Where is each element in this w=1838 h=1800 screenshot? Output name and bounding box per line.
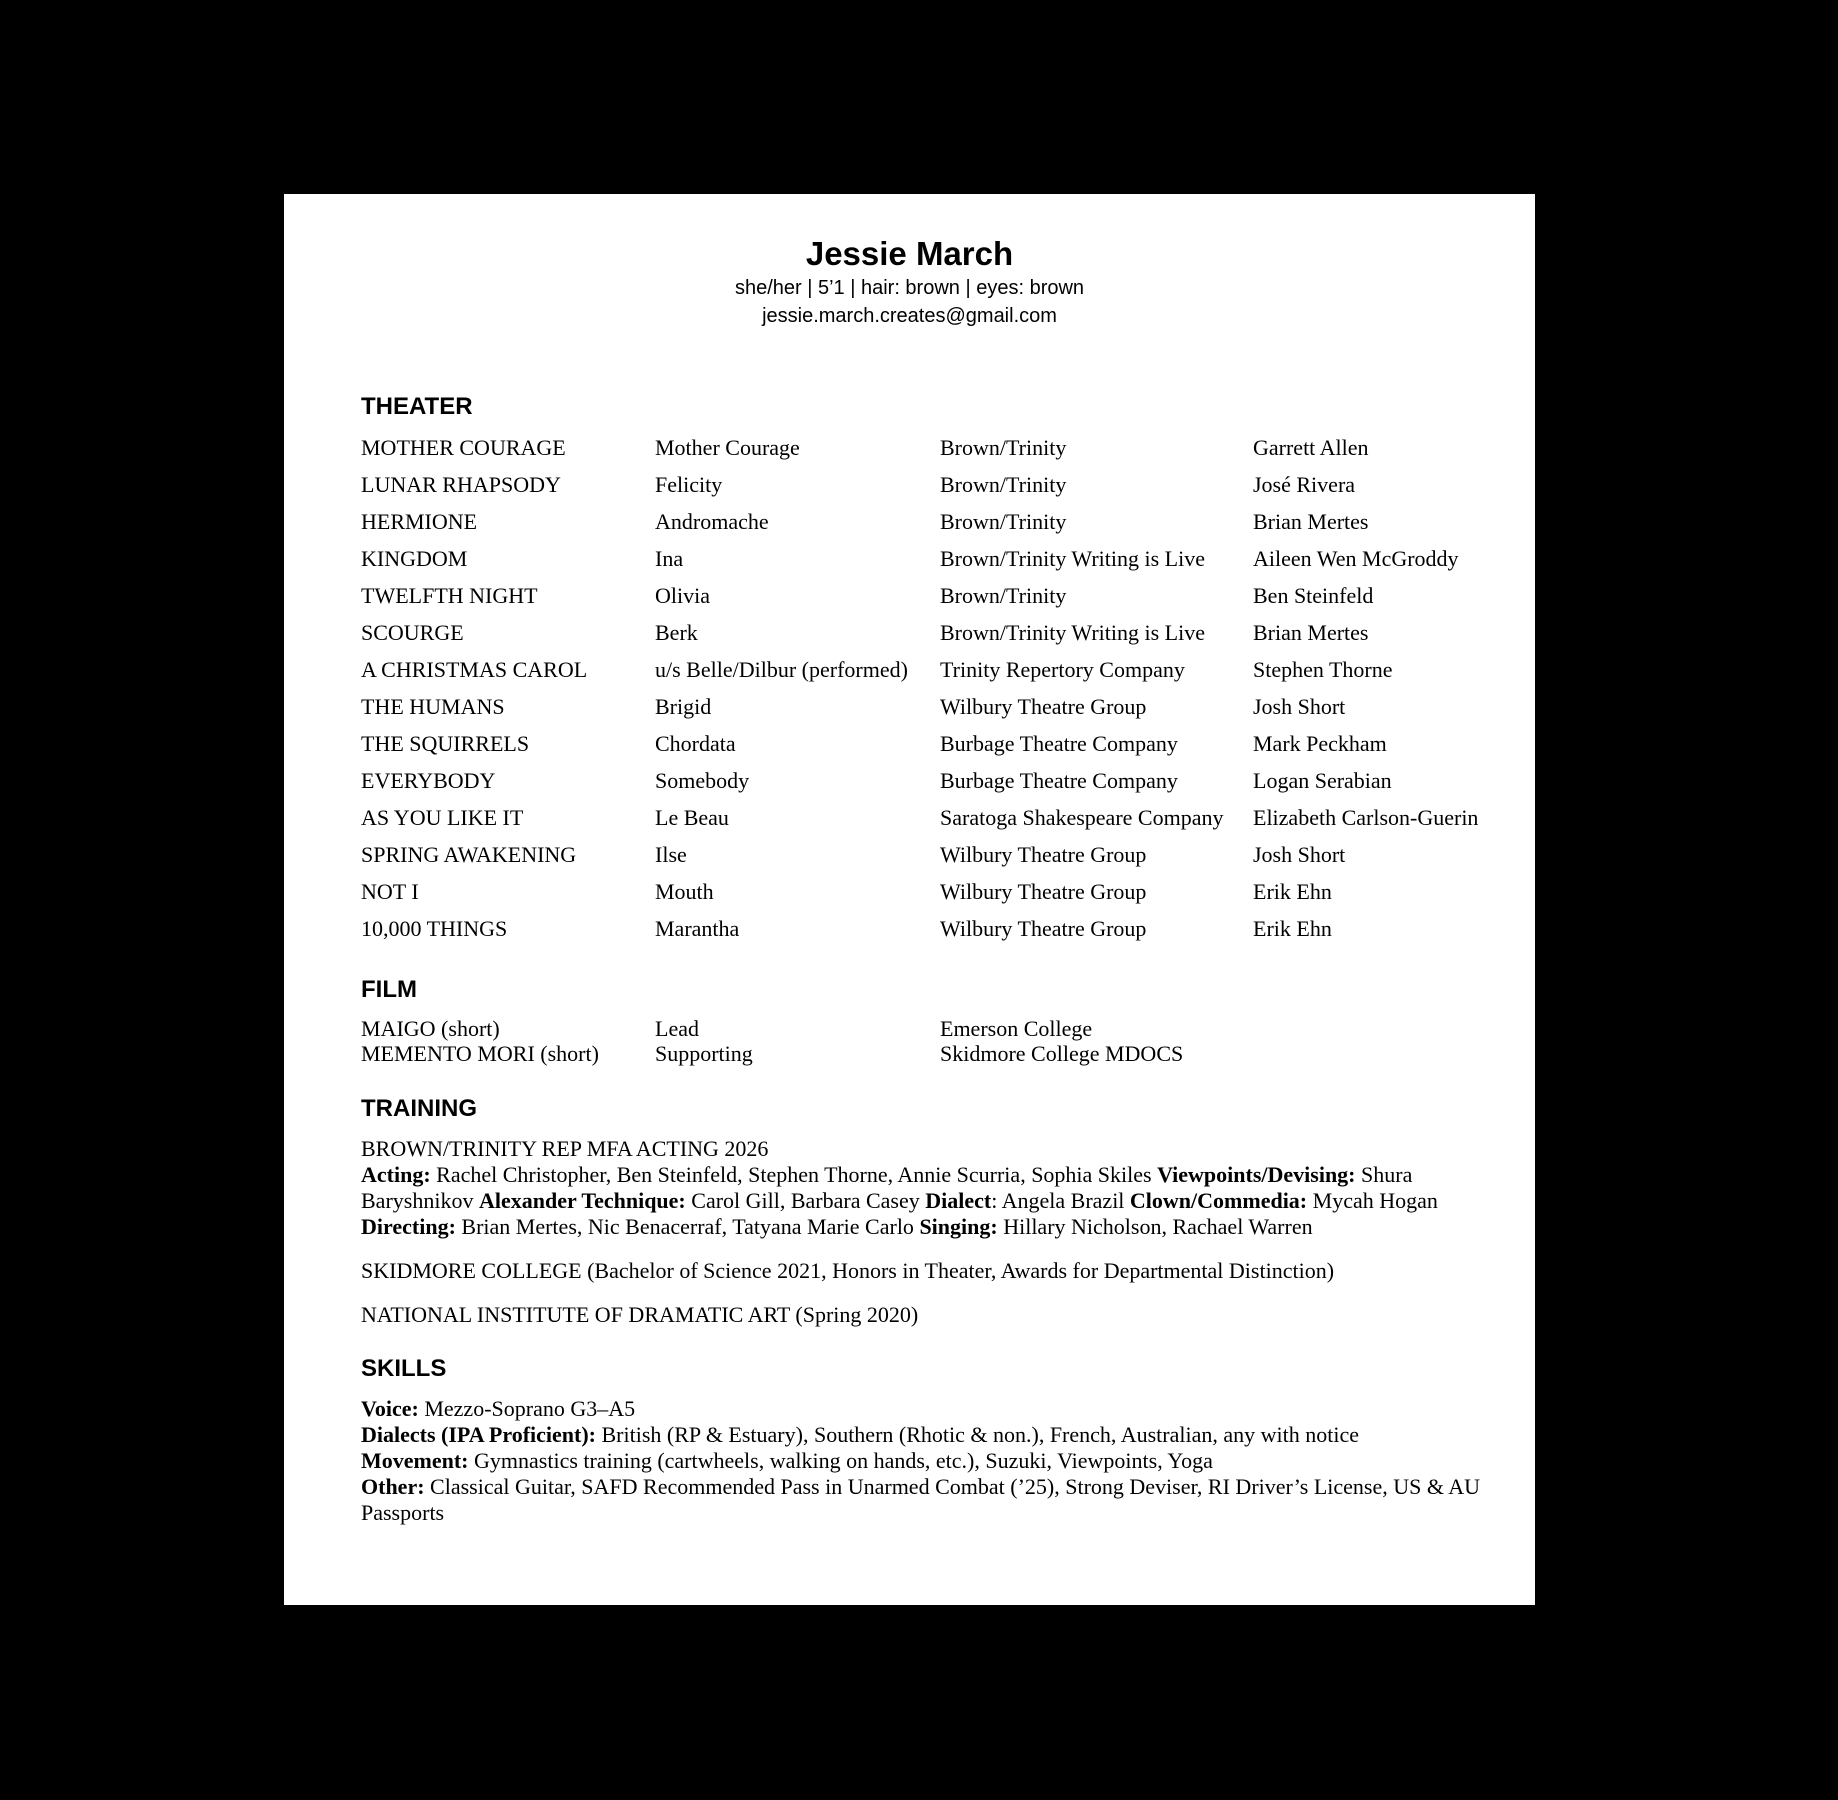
theater-row <box>361 805 1483 842</box>
theater-production: THE HUMANS <box>361 694 505 719</box>
theater-role: Mouth <box>655 879 714 904</box>
theater-director: Stephen Thorne <box>1253 657 1393 682</box>
theater-row <box>361 435 1483 472</box>
mfa-faculty <box>361 1162 1491 1240</box>
theater-director: Mark Peckham <box>1253 731 1387 756</box>
singing-label: Singing: <box>919 1214 998 1239</box>
theater-company: Brown/Trinity Writing is Live <box>940 620 1205 645</box>
skills-heading: SKILLS <box>361 1355 447 1382</box>
film-company: Emerson College <box>940 1016 1093 1041</box>
theater-credits-table <box>361 435 1483 953</box>
resume-content <box>361 392 1491 1526</box>
theater-company: Brown/Trinity <box>940 583 1067 608</box>
theater-company: Burbage Theatre Company <box>940 768 1178 793</box>
theater-production: NOT I <box>361 879 419 904</box>
theater-company: Saratoga Shakespeare Company <box>940 805 1224 830</box>
theater-role: Ina <box>655 546 684 571</box>
theater-role: Somebody <box>655 768 750 793</box>
theater-row <box>361 768 1483 805</box>
theater-production: LUNAR RHAPSODY <box>361 472 561 497</box>
viewpoints-teachers: Shura Baryshnikov <box>361 1162 1413 1213</box>
film-role: Supporting <box>655 1041 753 1066</box>
clown-label: Clown/Commedia: <box>1129 1188 1308 1213</box>
voice-label: Voice: <box>361 1396 419 1421</box>
theater-role: Andromache <box>655 509 769 534</box>
theater-row <box>361 472 1483 509</box>
theater-role: Chordata <box>655 731 736 756</box>
theater-director: Ben Steinfeld <box>1253 583 1374 608</box>
theater-director: Elizabeth Carlson-Guerin <box>1253 805 1479 830</box>
theater-production: SPRING AWAKENING <box>361 842 577 867</box>
theater-role: Ilse <box>655 842 687 867</box>
actor-name: Jessie March <box>805 235 1014 272</box>
directing-teachers: Brian Mertes, Nic Benacerraf, Tatyana Marie Carlo <box>455 1214 920 1239</box>
skills-section <box>361 1396 1491 1526</box>
movement-skill <box>361 1448 1491 1474</box>
film-row <box>361 1016 1253 1041</box>
film-title: MEMENTO MORI (short) <box>361 1041 599 1066</box>
theater-production: THE SQUIRRELS <box>361 731 530 756</box>
directing-label: Directing: <box>361 1214 456 1239</box>
theater-role: Berk <box>655 620 698 645</box>
film-title: MAIGO (short) <box>361 1016 500 1041</box>
mfa-program: BROWN/TRINITY REP MFA ACTING 2026 <box>361 1136 769 1161</box>
actor-details: she/her | 5’1 | hair: brown | eyes: brown <box>734 277 1085 299</box>
theater-production: KINGDOM <box>361 546 468 571</box>
other-value: Classical Guitar, SAFD Recommended Pass in Unarmed Combat (’25), Strong Deviser, RI Driver’s License, US & AU Passports <box>361 1474 1481 1525</box>
theater-role: Felicity <box>655 472 723 497</box>
theater-company: Burbage Theatre Company <box>940 731 1178 756</box>
theater-company: Brown/Trinity <box>940 472 1067 497</box>
acting-label: Acting: <box>361 1162 431 1187</box>
theater-company: Wilbury Theatre Group <box>940 916 1147 941</box>
singing-teachers: Hillary Nicholson, Rachael Warren <box>997 1214 1313 1239</box>
theater-production: SCOURGE <box>361 620 464 645</box>
film-company: Skidmore College MDOCS <box>940 1041 1184 1066</box>
theater-row <box>361 657 1483 694</box>
theater-row <box>361 842 1483 879</box>
theater-production: TWELFTH NIGHT <box>361 583 538 608</box>
theater-company: Brown/Trinity Writing is Live <box>940 546 1205 571</box>
theater-heading: THEATER <box>361 393 473 420</box>
theater-role: Marantha <box>655 916 740 941</box>
voice-skill <box>361 1396 1491 1422</box>
theater-director: Brian Mertes <box>1253 509 1369 534</box>
film-credits-table <box>361 1016 1253 1066</box>
viewpoints-label: Viewpoints/Devising: <box>1157 1162 1356 1187</box>
alexander-label: Alexander Technique: <box>478 1188 686 1213</box>
theater-row <box>361 694 1483 731</box>
dialects-label: Dialects (IPA Proficient): <box>361 1422 596 1447</box>
other-skill <box>361 1474 1491 1526</box>
theater-role: u/s Belle/Dilbur (performed) <box>655 657 908 682</box>
resume-header <box>284 234 1535 330</box>
theater-director: Erik Ehn <box>1253 916 1332 941</box>
clown-teachers: Mycah Hogan <box>1307 1188 1438 1213</box>
film-heading: FILM <box>361 976 417 1003</box>
theater-production: A CHRISTMAS CAROL <box>361 657 588 682</box>
movement-value: Gymnastics training (cartwheels, walking on hands, etc.), Suzuki, Viewpoints, Yoga <box>468 1448 1213 1473</box>
training-heading: TRAINING <box>361 1095 477 1122</box>
theater-company: Trinity Repertory Company <box>940 657 1185 682</box>
theater-director: Aileen Wen McGroddy <box>1253 546 1459 571</box>
theater-row <box>361 879 1483 916</box>
voice-value: Mezzo-Soprano G3–A5 <box>418 1396 636 1421</box>
theater-production: 10,000 THINGS <box>361 916 508 941</box>
theater-company: Wilbury Theatre Group <box>940 879 1147 904</box>
theater-row <box>361 509 1483 546</box>
theater-row <box>361 731 1483 768</box>
movement-label: Movement: <box>361 1448 469 1473</box>
theater-director: José Rivera <box>1253 472 1356 497</box>
theater-role: Brigid <box>655 694 712 719</box>
theater-production: HERMIONE <box>361 509 478 534</box>
theater-director: Logan Serabian <box>1253 768 1392 793</box>
acting-teachers: Rachel Christopher, Ben Steinfeld, Stephen Thorne, Annie Scurria, Sophia Skiles <box>430 1162 1158 1187</box>
resume-page <box>284 194 1535 1605</box>
other-label: Other: <box>361 1474 425 1499</box>
theater-company: Brown/Trinity <box>940 509 1067 534</box>
theater-production: MOTHER COURAGE <box>361 435 566 460</box>
dialect-label: Dialect <box>925 1188 992 1213</box>
theater-role: Olivia <box>655 583 710 608</box>
theater-row <box>361 620 1483 657</box>
theater-director: Garrett Allen <box>1253 435 1369 460</box>
theater-row <box>361 916 1483 953</box>
dialect-teachers: : Angela Brazil <box>991 1188 1130 1213</box>
theater-company: Wilbury Theatre Group <box>940 842 1147 867</box>
theater-director: Josh Short <box>1253 694 1346 719</box>
training-section <box>361 1136 1491 1328</box>
nida-program: NATIONAL INSTITUTE OF DRAMATIC ART (Spring 2020) <box>361 1302 919 1327</box>
dialects-skill <box>361 1422 1491 1448</box>
theater-director: Brian Mertes <box>1253 620 1369 645</box>
dialects-value: British (RP & Estuary), Southern (Rhotic & non.), French, Australian, any with notice <box>596 1422 1359 1447</box>
skidmore-degree: SKIDMORE COLLEGE (Bachelor of Science 2021, Honors in Theater, Awards for Departmental Distinction) <box>361 1258 1335 1283</box>
theater-director: Erik Ehn <box>1253 879 1332 904</box>
theater-row <box>361 583 1483 620</box>
film-role: Lead <box>655 1016 699 1041</box>
theater-company: Wilbury Theatre Group <box>940 694 1147 719</box>
film-row <box>361 1041 1253 1066</box>
theater-production: EVERYBODY <box>361 768 496 793</box>
theater-row <box>361 546 1483 583</box>
theater-director: Josh Short <box>1253 842 1346 867</box>
theater-production: AS YOU LIKE IT <box>361 805 524 830</box>
theater-role: Mother Courage <box>655 435 800 460</box>
theater-role: Le Beau <box>655 805 729 830</box>
alexander-teachers: Carol Gill, Barbara Casey <box>685 1188 926 1213</box>
actor-email: jessie.march.creates@gmail.com <box>762 305 1057 327</box>
theater-company: Brown/Trinity <box>940 435 1067 460</box>
